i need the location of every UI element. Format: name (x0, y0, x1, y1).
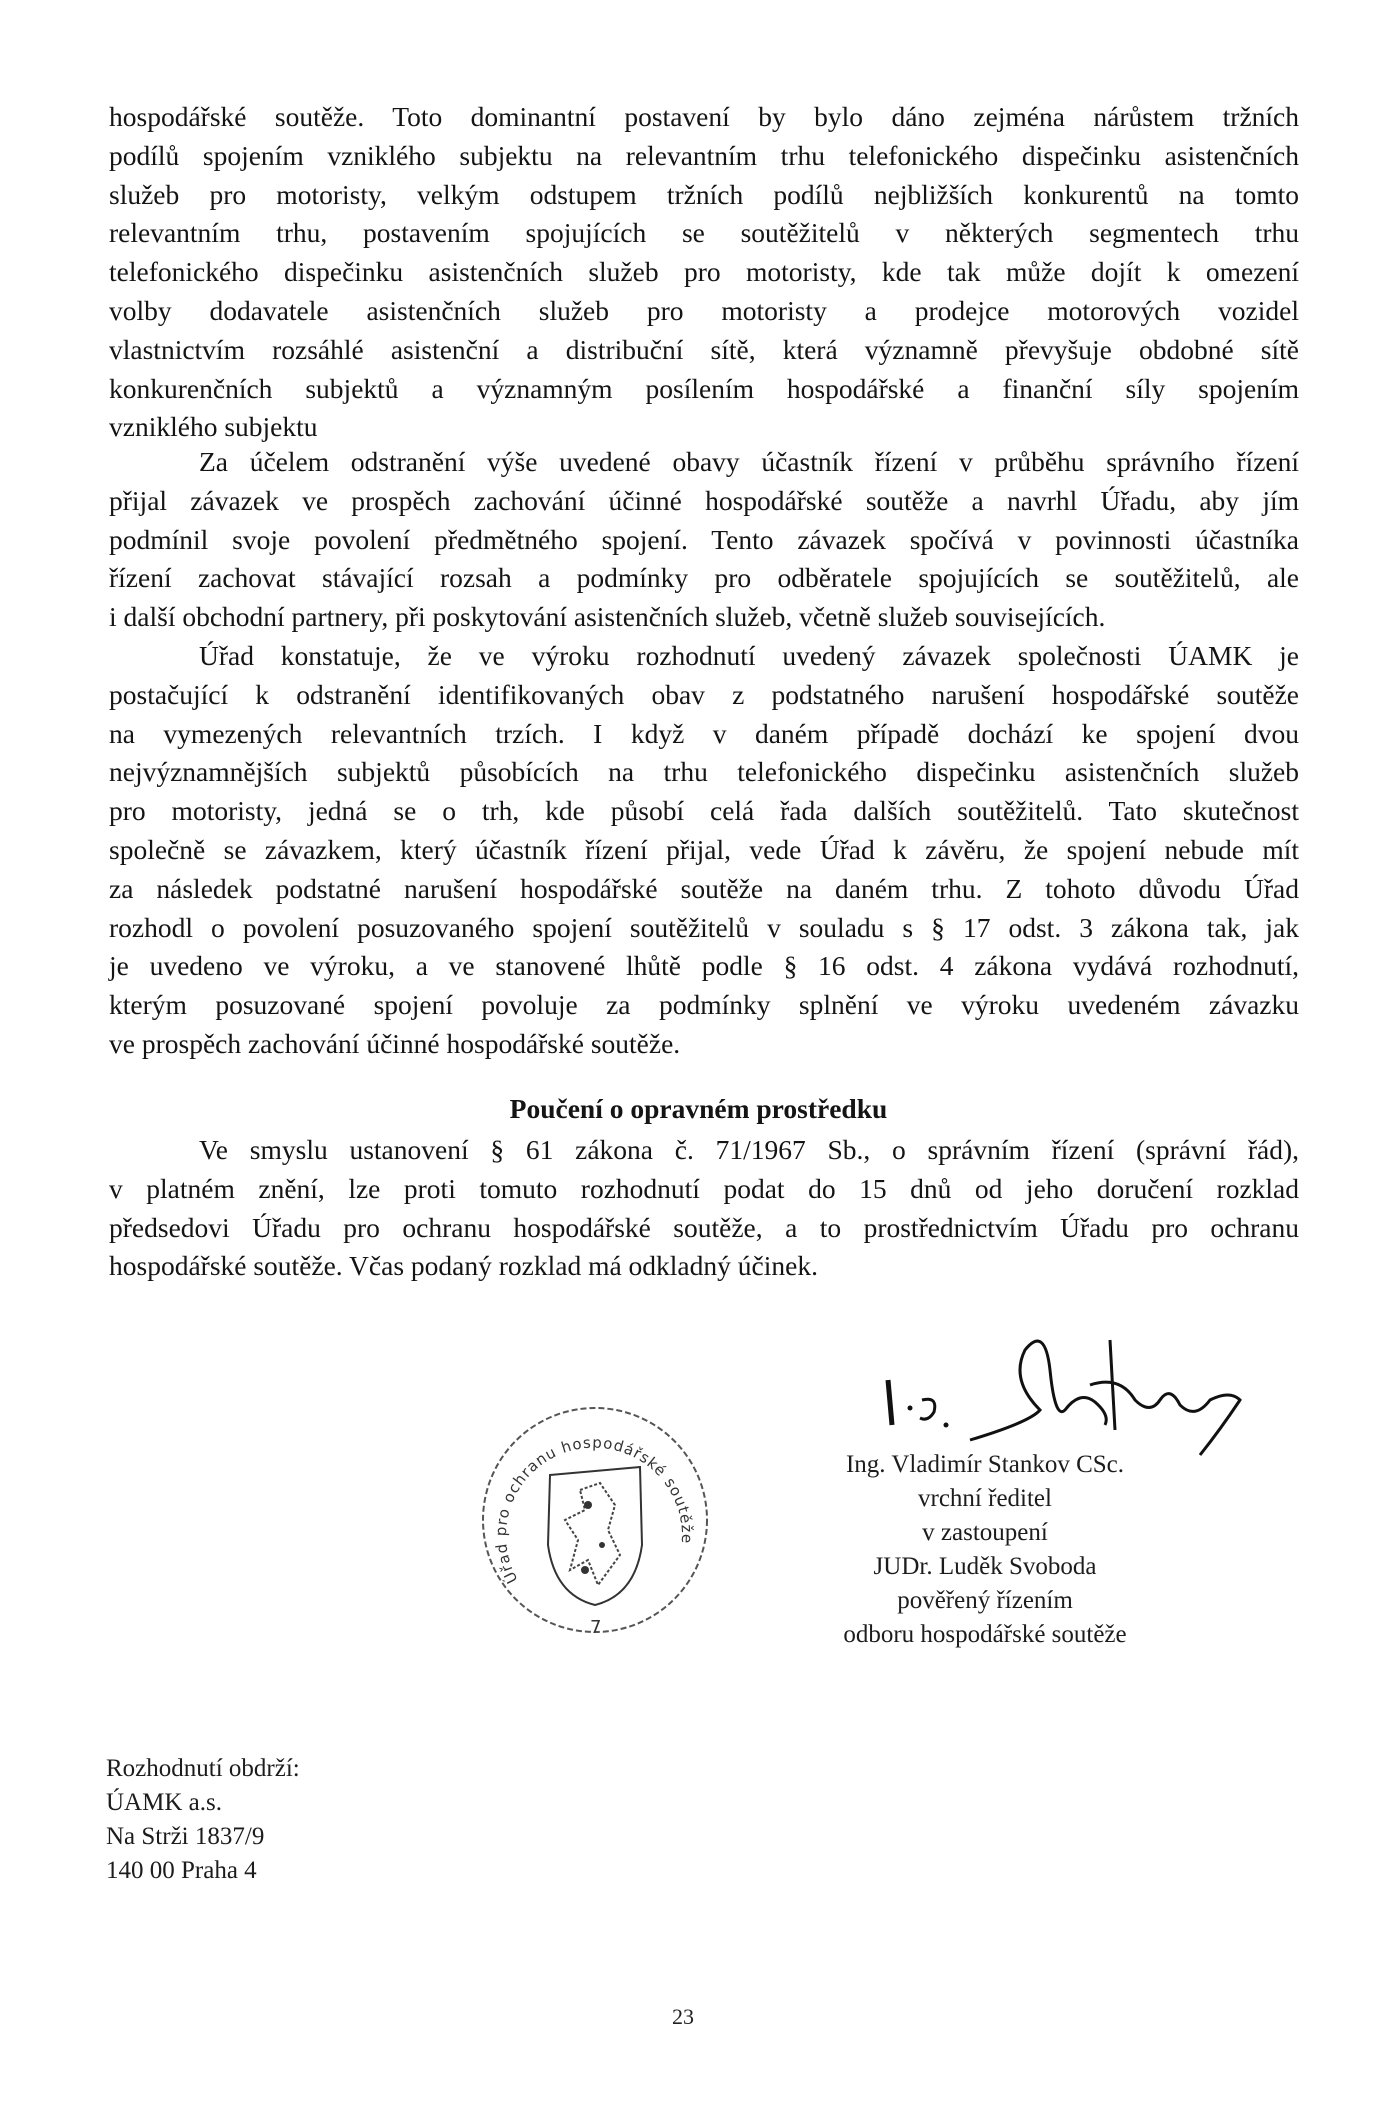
representative-role: pověřený řízením (897, 1587, 1073, 1614)
text-line: hospodářské soutěže. Toto dominantní postavení by bylo dáno zejména nárůstem tržních (109, 101, 1299, 132)
text-line: služeb pro motoristy, velkým odstupem tržních podílů nejbližších konkurentů na tomto (109, 178, 1299, 210)
text-line: na vymezených relevantních trzích. I když v daném případě dochází ke spojení dvou (109, 717, 1299, 749)
text-line: Ve smyslu ustanovení § 61 zákona č. 71/1967 Sb., o správním řízení (správní řád), (199, 1134, 1299, 1165)
text-line: postačující k odstranění identifikovaných obav z podstatného narušení hospodářské soutěže (109, 678, 1299, 710)
signatory-block (785, 1448, 1185, 1652)
text-line: kterým posuzované spojení povoluje za podmínky splnění ve výroku uvedeném závazku (109, 989, 1299, 1021)
text-line: je uvedeno ve výroku, a ve stanovené lhůtě podle § 16 odst. 4 zákona vydává rozhodnutí, (109, 950, 1299, 982)
paragraph-decision (109, 637, 1299, 1064)
text-line: rozhodl o povolení posuzovaného spojení soutěžitelů v souladu s § 17 odst. 3 zákona tak, jak (109, 911, 1299, 943)
text-line: řízení zachovat stávající rozsah a podmínky pro odběratele spojujících se soutěžitelů, ale (109, 562, 1299, 594)
signatory-name: Ing. Vladimír Stankov CSc. (845, 1451, 1124, 1478)
appeal-heading: Poučení o opravném prostředku (509, 1093, 888, 1124)
signatory-title: vrchní ředitel (918, 1485, 1052, 1512)
text-line: volby dodavatele asistenčních služeb pro motoristy a prodejce motorových vozidel (109, 294, 1299, 326)
recipient-street: Na Strži 1837/9 (106, 1823, 265, 1850)
recipient-block (106, 1752, 300, 1888)
text-line: konkurenčních subjektů a významným posílením hospodářské a finanční síly spojením (109, 372, 1299, 404)
text-line: hospodářské soutěže. Včas podaný rozklad má odkladný účinek. (109, 1250, 818, 1282)
text-line: vzniklého subjektu (109, 411, 318, 443)
text-line: za následek podstatné narušení hospodářské soutěže na daném trhu. Z tohoto důvodu Úřad (109, 872, 1299, 904)
text-line: relevantním trhu, postavením spojujících se soutěžitelů v některých segmentech trhu (109, 217, 1299, 249)
handwritten-signature (880, 1330, 1320, 1460)
text-line: ve prospěch zachování účinné hospodářské soutěže. (109, 1027, 681, 1059)
department-name: odboru hospodářské soutěže (843, 1621, 1127, 1648)
svg-text:7: 7 (590, 1617, 602, 1638)
text-line: podílů spojením vzniklého subjektu na relevantním trhu telefonického dispečinku asistenčních (109, 139, 1299, 171)
text-line: podmínil svoje povolení předmětného spojení. Tento závazek spočívá v povinnosti účastníka (109, 523, 1299, 555)
recipient-company: ÚAMK a.s. (106, 1789, 222, 1816)
svg-text:Úřad pro ochranu hospodářské s: Úřad pro ochranu hospodářské soutěže (491, 1433, 697, 1587)
paragraph-commitment (109, 443, 1299, 637)
representation-note: v zastoupení (922, 1519, 1048, 1546)
recipient-label: Rozhodnutí obdrží: (106, 1755, 300, 1782)
page-number: 23 (672, 2004, 694, 2029)
paragraph-dominance (109, 98, 1299, 447)
text-line: pro motoristy, jedná se o trh, kde působí celá řada dalších soutěžitelů. Tato skutečnost (109, 795, 1299, 827)
paragraph-appeal (109, 1131, 1299, 1286)
text-line: i další obchodní partnery, při poskytování asistenčních služeb, včetně služeb souvisejících. (109, 601, 1106, 633)
text-line: Za účelem odstranění výše uvedené obavy účastník řízení v průběhu správního řízení (199, 446, 1299, 477)
text-line: nejvýznamnějších subjektů působících na trhu telefonického dispečinku asistenčních služeb (109, 756, 1299, 788)
text-line: telefonického dispečinku asistenčních služeb pro motoristy, kde tak může dojít k omezení (109, 256, 1299, 288)
text-line: vlastnictvím rozsáhlé asistenční a distribuční sítě, která významně převyšuje obdobné sítě (109, 333, 1299, 365)
official-stamp (470, 1395, 720, 1645)
coat-of-arms-icon (470, 1395, 720, 1645)
representative-name: JUDr. Luděk Svoboda (873, 1553, 1097, 1580)
text-line: Úřad konstatuje, že ve výroku rozhodnutí uvedený závazek společnosti ÚAMK je (199, 640, 1299, 671)
text-line: v platném znění, lze proti tomuto rozhodnutí podat do 15 dnů od jeho doručení rozklad (109, 1172, 1299, 1204)
text-line: společně se závazkem, který účastník řízení přijal, vede Úřad k závěru, že spojení nebude mít (109, 833, 1299, 865)
recipient-city: 140 00 Praha 4 (106, 1857, 257, 1884)
text-line: předsedovi Úřadu pro ochranu hospodářské soutěže, a to prostřednictvím Úřadu pro ochranu (109, 1211, 1299, 1243)
text-line: přijal závazek ve prospěch zachování účinné hospodářské soutěže a navrhl Úřadu, aby jím (109, 484, 1299, 516)
